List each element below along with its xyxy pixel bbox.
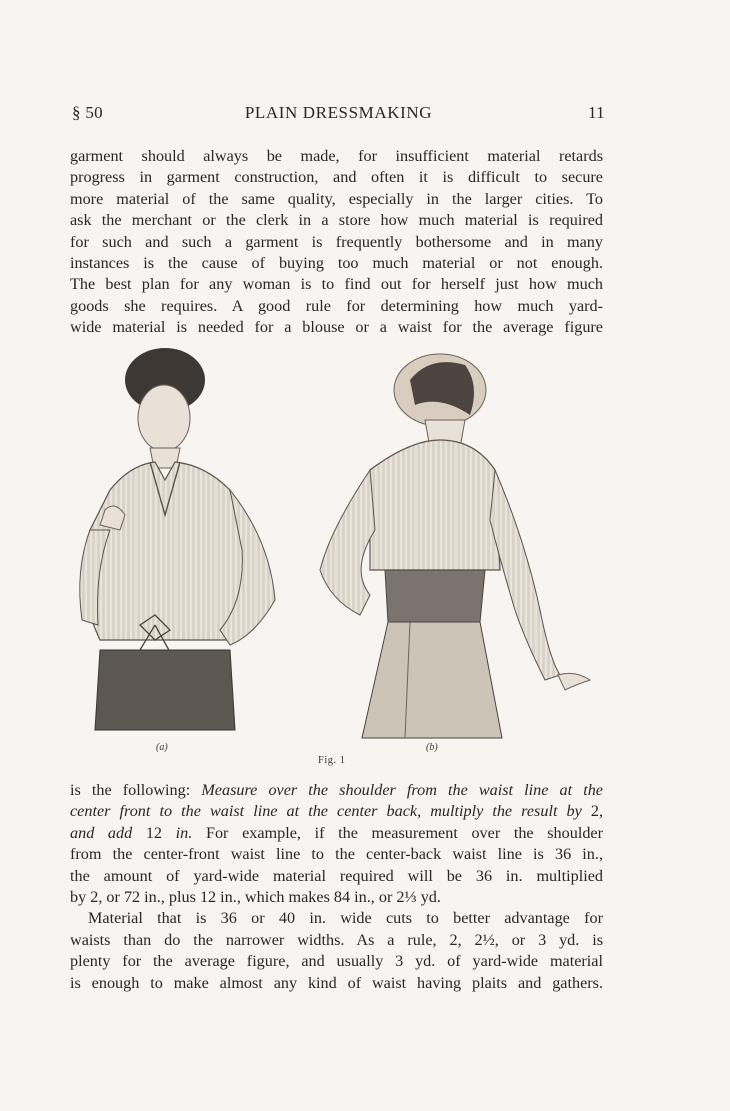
text-line: for such and such a garment is frequently bothersome and in many — [70, 232, 603, 251]
text-line: The best plan for any woman is to find out for herself just how much — [70, 275, 603, 294]
text-line: waists than do the narrower widths. As a rule, 2, 2½, or 3 yd. is — [70, 930, 603, 949]
section-number: § 50 — [72, 103, 103, 122]
text-line: more material of the same quality, especially in the larger cities. To — [70, 189, 603, 208]
text-line: garment should always be made, for insufficient material retards — [70, 147, 603, 165]
text-line: wide material is needed for a blouse or a waist for the average figure — [70, 318, 603, 337]
paragraph-2 — [70, 780, 603, 994]
page-number: 11 — [588, 103, 605, 122]
blouse-illustration — [70, 340, 605, 740]
text-line: goods she requires. A good rule for determining how much yard- — [70, 296, 603, 315]
text-line: by 2, or 72 in., plus 12 in., which makes 84 in., or 2⅓ yd. — [70, 888, 441, 907]
figure-label-a: (a) — [156, 742, 168, 753]
text-line: plenty for the average figure, and usually 3 yd. of yard-wide material — [70, 952, 603, 971]
text-line: ask the merchant or the clerk in a store how much material is required — [70, 211, 603, 230]
text-line: Material that is 36 or 40 in. wide cuts to better advantage for — [88, 909, 603, 928]
text-line: from the center-front waist line to the center-back waist line is 36 in., — [70, 845, 603, 864]
text-line: instances is the cause of buying too much material or not enough. — [70, 254, 603, 273]
text-line: is the following: Measure over the shoulder from the waist line at the — [70, 781, 603, 799]
text-line: is enough to make almost any kind of waist having plaits and gathers. — [70, 973, 603, 992]
text-line: and add 12 in. For example, if the measurement over the shoulder — [70, 823, 604, 842]
figure-1 — [70, 340, 605, 770]
figure-b-back-view — [320, 354, 590, 738]
running-title: PLAIN DRESSMAKING — [244, 103, 433, 122]
text-line: the amount of yard-wide material required will be 36 in. multiplied — [70, 866, 603, 885]
text-line: progress in garment construction, and often it is difficult to secure — [70, 168, 603, 187]
running-header — [72, 100, 605, 126]
figure-caption: Fig. 1 — [318, 755, 346, 766]
figure-label-b: (b) — [426, 742, 438, 753]
paragraph-1 — [70, 146, 603, 339]
figure-a-front-view — [80, 348, 275, 730]
text-line: center front to the waist line at the center back, multiply the result by 2, — [70, 802, 604, 821]
